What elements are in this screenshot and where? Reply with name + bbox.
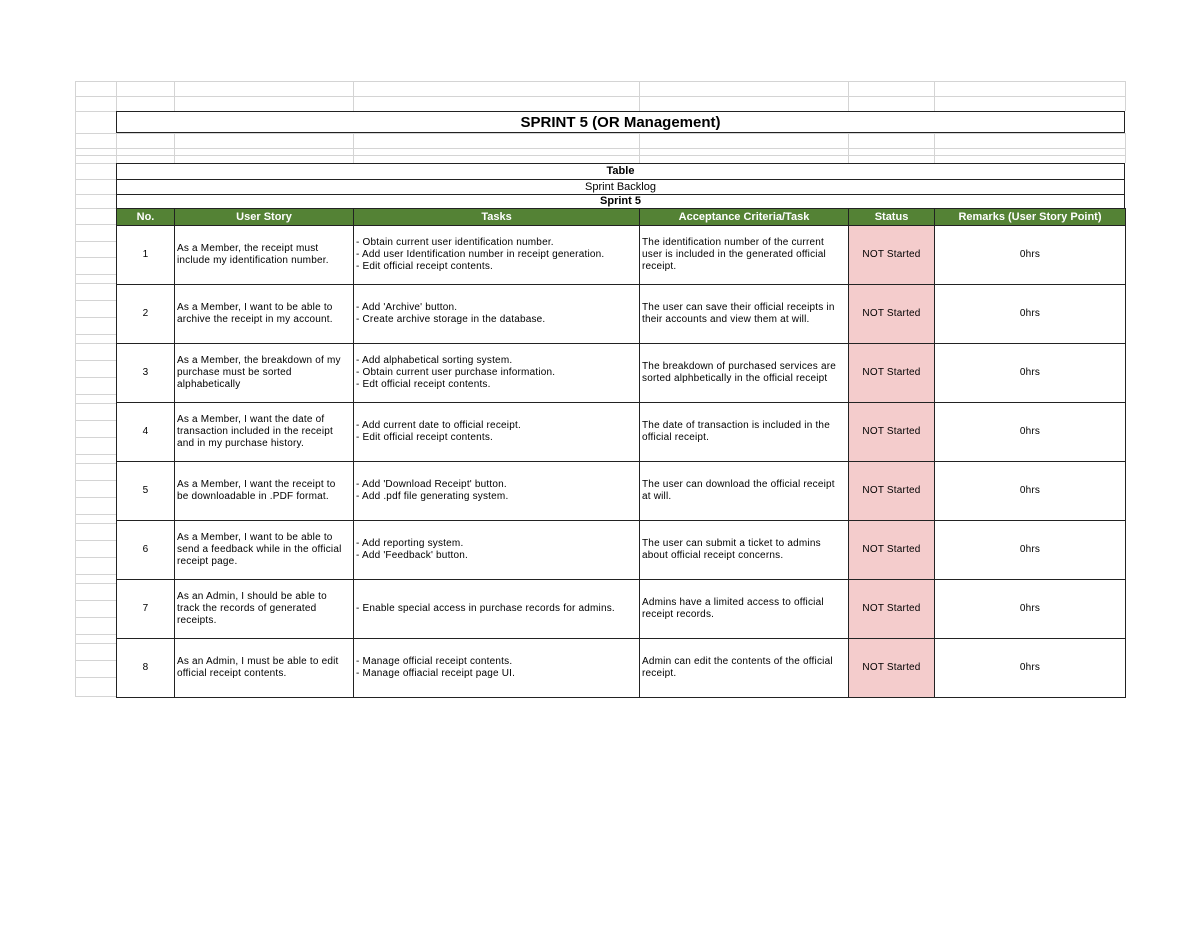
gridline [75,224,116,225]
gridline [75,463,116,464]
col-header-acceptance-criteria: Acceptance Criteria/Task [640,209,849,226]
acceptance-criteria-cell[interactable]: The user can submit a ticket to admins about official receipt concerns. [640,521,849,580]
user-story-cell[interactable]: As a Member, I want the receipt to be downloadable in .PDF format. [175,462,354,521]
gridline [75,677,116,678]
status-cell[interactable]: NOT Started [849,580,935,639]
gridline [75,480,116,481]
gridline [75,208,116,209]
status-cell[interactable]: NOT Started [849,639,935,698]
user-story-cell[interactable]: As a Member, the breakdown of my purchase must be sorted alphabetically [175,344,354,403]
sprint-backlog-table [116,208,1126,698]
gridline [174,133,175,163]
gridline [75,523,116,524]
gridline [75,540,116,541]
gridline [639,133,640,163]
sheet-title-text: SPRINT 5 (OR Management) [520,114,721,131]
gridline [75,300,116,301]
gridline [639,81,640,111]
gridline [934,133,935,163]
sprint-backlog-label: Sprint Backlog [116,179,1125,194]
gridline [75,617,116,618]
row-number[interactable]: 2 [117,285,175,344]
gridline [75,96,116,97]
gridline [75,81,116,82]
gridline [75,377,116,378]
gridline [75,514,116,515]
col-header-tasks: Tasks [354,209,640,226]
col-header-no: No. [117,209,175,226]
row-number[interactable]: 8 [117,639,175,698]
gridline [75,574,116,575]
gridline [75,155,116,156]
row-number[interactable]: 7 [117,580,175,639]
tasks-cell[interactable]: - Add reporting system. - Add 'Feedback' button. [354,521,640,580]
gridline [75,163,116,164]
gridline [116,148,1125,149]
gridline [1125,133,1126,163]
sprint-label: Sprint 5 [116,194,1125,208]
user-story-cell[interactable]: As an Admin, I should be able to track the records of generated receipts. [175,580,354,639]
remarks-cell[interactable]: 0hrs [935,344,1126,403]
gridline [75,583,116,584]
remarks-cell[interactable]: 0hrs [935,403,1126,462]
acceptance-criteria-cell[interactable]: The identification number of the current user is included in the generated official receipt. [640,226,849,285]
gridline [75,274,116,275]
remarks-cell[interactable]: 0hrs [935,285,1126,344]
user-story-cell[interactable]: As an Admin, I must be able to edit official receipt contents. [175,639,354,698]
table-header-row [117,209,1126,226]
gridline [75,334,116,335]
gridline [75,360,116,361]
remarks-cell[interactable]: 0hrs [935,521,1126,580]
table-row [117,403,1126,462]
row-gutter [75,81,116,697]
acceptance-criteria-cell[interactable]: Admins have a limited access to official receipt records. [640,580,849,639]
gridline [353,133,354,163]
spreadsheet [75,81,1126,697]
table-row [117,462,1126,521]
gridline [848,81,849,111]
tasks-cell[interactable]: - Add current date to official receipt. - Edit official receipt contents. [354,403,640,462]
gridline [75,454,116,455]
user-story-cell[interactable]: As a Member, the receipt must include my identification number. [175,226,354,285]
status-cell[interactable]: NOT Started [849,403,935,462]
status-cell[interactable]: NOT Started [849,285,935,344]
acceptance-criteria-cell[interactable]: The user can save their official receipts in their accounts and view them at will. [640,285,849,344]
row-number[interactable]: 5 [117,462,175,521]
table-row [117,521,1126,580]
status-cell[interactable]: NOT Started [849,226,935,285]
gridline [75,111,116,112]
sheet-title [116,111,1125,133]
tasks-cell[interactable]: - Add 'Download Receipt' button. - Add .pdf file generating system. [354,462,640,521]
gridline [75,241,116,242]
gridline [848,133,849,163]
gridline [75,437,116,438]
gridline [75,403,116,404]
acceptance-criteria-cell[interactable]: The breakdown of purchased services are sorted alphbetically in the official receipt [640,344,849,403]
gridline [116,133,1125,134]
gridline [75,133,116,134]
row-number[interactable]: 4 [117,403,175,462]
remarks-cell[interactable]: 0hrs [935,226,1126,285]
acceptance-criteria-cell[interactable]: The date of transaction is included in the official receipt. [640,403,849,462]
user-story-cell[interactable]: As a Member, I want the date of transaction included in the receipt and in my purchase history. [175,403,354,462]
table-row [117,580,1126,639]
gridline [75,148,116,149]
col-header-remarks: Remarks (User Story Point) [935,209,1126,226]
gridline [75,257,116,258]
status-cell[interactable]: NOT Started [849,521,935,580]
gridline [116,81,117,111]
gridline [116,81,1125,82]
row-number[interactable]: 1 [117,226,175,285]
gridline [75,634,116,635]
table-row [117,226,1126,285]
gridline [75,420,116,421]
acceptance-criteria-cell[interactable]: The user can download the official receipt at will. [640,462,849,521]
gridline [75,343,116,344]
table-row [117,639,1126,698]
user-story-cell[interactable]: As a Member, I want to be able to send a feedback while in the official receipt page. [175,521,354,580]
gridline [174,81,175,111]
row-number[interactable]: 6 [117,521,175,580]
row-number[interactable]: 3 [117,344,175,403]
table-row [117,344,1126,403]
tasks-cell[interactable]: - Obtain current user identification number. - Add user Identification number in receipt generation. - Edit official receipt contents. [354,226,640,285]
gridline [1125,81,1126,111]
col-header-status: Status [849,209,935,226]
gridline [75,643,116,644]
gridline [75,660,116,661]
tasks-cell[interactable]: - Manage official receipt contents. - Manage offiacial receipt page UI. [354,639,640,698]
gridline [75,81,76,697]
gridline [116,96,1125,97]
gridline [75,317,116,318]
gridline [75,194,116,195]
acceptance-criteria-cell[interactable]: Admin can edit the contents of the official receipt. [640,639,849,698]
gridline [75,497,116,498]
gridline [75,600,116,601]
gridline [116,133,117,163]
status-cell[interactable]: NOT Started [849,462,935,521]
gridline [934,81,935,111]
tasks-cell[interactable]: - Add alphabetical sorting system. - Obtain current user purchase information. - Edt official receipt contents. [354,344,640,403]
gridline [75,394,116,395]
gridline [75,696,116,697]
gridline [75,283,116,284]
gridline [75,179,116,180]
gridline [116,155,1125,156]
tasks-cell[interactable]: - Add 'Archive' button. - Create archive storage in the database. [354,285,640,344]
remarks-cell[interactable]: 0hrs [935,462,1126,521]
gridline [75,557,116,558]
col-header-user-story: User Story [175,209,354,226]
remarks-cell[interactable]: 0hrs [935,639,1126,698]
table-label: Table [116,163,1125,179]
remarks-cell[interactable]: 0hrs [935,580,1126,639]
tasks-cell[interactable]: - Enable special access in purchase records for admins. [354,580,640,639]
status-cell[interactable]: NOT Started [849,344,935,403]
user-story-cell[interactable]: As a Member, I want to be able to archive the receipt in my account. [175,285,354,344]
table-row [117,285,1126,344]
gridline [353,81,354,111]
